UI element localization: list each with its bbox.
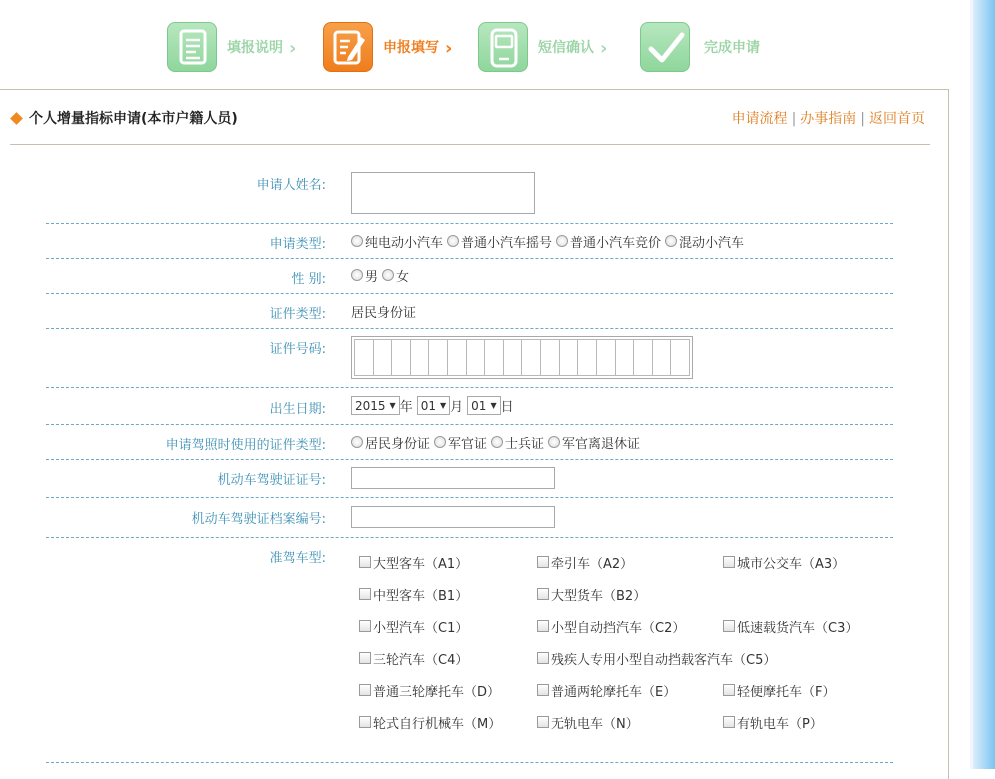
radio-label: 军官证	[448, 437, 488, 452]
license-number-field-wrap	[351, 467, 555, 489]
id-digit-cell[interactable]	[540, 339, 560, 376]
id-digit-cell[interactable]	[503, 339, 523, 376]
chevron-right-icon: ›	[445, 37, 453, 59]
radio-icon[interactable]	[434, 436, 446, 448]
radio-icon[interactable]	[351, 235, 363, 247]
row-application-type	[46, 223, 893, 259]
checkbox-icon[interactable]	[537, 588, 549, 600]
document-icon	[167, 22, 217, 72]
checkbox-label: 轻便摩托车（F）	[737, 685, 836, 700]
birth-day-value: 01	[471, 398, 487, 413]
id-digit-cell[interactable]	[615, 339, 635, 376]
checkbox-option-b2[interactable]	[537, 585, 646, 604]
dropdown-caret-icon: ▼	[440, 401, 447, 410]
radio-icon[interactable]	[548, 436, 560, 448]
link-apply-process[interactable]: 申请流程	[731, 111, 788, 127]
id-digit-cell[interactable]	[596, 339, 616, 376]
checkbox-label: 有轨电车（P）	[737, 717, 823, 732]
radio-option-female[interactable]	[382, 266, 409, 285]
radio-icon[interactable]	[491, 436, 503, 448]
edit-document-icon	[323, 22, 373, 72]
id-digit-cell[interactable]	[354, 339, 374, 376]
checkbox-label: 残疾人专用小型自动挡载客汽车（C5）	[551, 653, 777, 668]
id-digit-cell[interactable]	[373, 339, 393, 376]
checkbox-option-c2[interactable]	[537, 617, 685, 636]
radio-label: 居民身份证	[365, 437, 431, 452]
birth-date-label: 出生日期:	[269, 402, 326, 417]
radio-label: 女	[396, 270, 410, 285]
radio-icon[interactable]	[665, 235, 677, 247]
birth-day-select[interactable]	[467, 396, 500, 415]
checkbox-icon[interactable]	[359, 684, 371, 696]
radio-option-ev[interactable]	[351, 232, 443, 251]
checkbox-icon[interactable]	[359, 716, 371, 728]
id-digit-cell[interactable]	[670, 339, 690, 376]
vehicle-class-label: 准驾车型:	[269, 551, 326, 566]
row-id-type	[46, 293, 893, 329]
id-type-label: 证件类型:	[269, 307, 326, 322]
dropdown-caret-icon: ▼	[389, 401, 396, 410]
radio-label: 男	[365, 270, 379, 285]
application-type-label: 申请类型:	[269, 237, 326, 252]
id-digit-cell[interactable]	[521, 339, 541, 376]
radio-label: 纯电动小汽车	[365, 236, 444, 251]
checkbox-icon[interactable]	[537, 684, 549, 696]
chevron-right-icon: ›	[289, 37, 297, 59]
checkbox-option-a3[interactable]	[723, 553, 845, 572]
row-birth-date	[46, 387, 893, 425]
link-guide[interactable]: 办事指南	[800, 111, 857, 127]
title-divider	[10, 144, 930, 145]
checkbox-option-c3[interactable]	[723, 617, 858, 636]
id-digit-cell[interactable]	[484, 339, 504, 376]
panel-title-text: 个人增量指标申请(本市户籍人员)	[29, 111, 238, 127]
checkbox-label: 大型客车（A1）	[373, 557, 469, 572]
checkbox-icon[interactable]	[723, 716, 735, 728]
chevron-right-icon: ›	[600, 37, 608, 59]
radio-icon[interactable]	[351, 436, 363, 448]
birth-year-unit: 年	[399, 400, 413, 415]
checkbox-option-m[interactable]	[359, 713, 501, 732]
mobile-phone-icon	[478, 22, 528, 72]
radio-option-resident-id[interactable]	[351, 433, 430, 452]
checkbox-option-e[interactable]	[537, 681, 676, 700]
id-digit-cell[interactable]	[447, 339, 467, 376]
checkbox-label: 轮式自行机械车（M）	[373, 717, 502, 732]
radio-icon[interactable]	[447, 235, 459, 247]
checkbox-option-c1[interactable]	[359, 617, 468, 636]
step-progress-bar	[0, 0, 970, 88]
checkbox-label: 普通两轮摩托车（E）	[551, 685, 677, 700]
radio-label: 军官离退休证	[562, 437, 641, 452]
row-id-number	[46, 328, 893, 388]
checkbox-label: 小型汽车（C1）	[373, 621, 469, 636]
applicant-name-field-wrap	[351, 172, 535, 214]
step-complete	[640, 22, 760, 72]
radio-option-lottery[interactable]	[447, 232, 552, 251]
gender-label: 性 别:	[291, 272, 326, 287]
id-digit-cell[interactable]	[391, 339, 411, 376]
license-doc-type-options	[351, 433, 644, 452]
link-separator: |	[791, 111, 797, 127]
step-label: 完成申请	[704, 40, 760, 56]
birth-year-select[interactable]	[351, 396, 400, 415]
panel-title	[10, 108, 238, 128]
right-edge-strip	[970, 0, 995, 769]
checkbox-icon[interactable]	[537, 652, 549, 664]
id-digit-cell[interactable]	[559, 339, 579, 376]
row-gender	[46, 258, 893, 294]
birth-month-value: 01	[420, 398, 436, 413]
checkbox-label: 小型自动挡汽车（C2）	[551, 621, 686, 636]
license-doc-type-label: 申请驾照时使用的证件类型:	[165, 438, 326, 453]
checkbox-option-n[interactable]	[537, 713, 639, 732]
birth-year-value: 2015	[355, 398, 386, 413]
dropdown-caret-icon: ▼	[490, 401, 497, 410]
row-license-doc-type	[46, 424, 893, 460]
step-label: 短信确认	[538, 40, 594, 56]
checkbox-option-d[interactable]	[359, 681, 500, 700]
application-type-options	[351, 232, 748, 251]
license-file-number-field-wrap	[351, 506, 555, 528]
applicant-name-input[interactable]	[351, 172, 535, 214]
checkbox-label: 城市公交车（A3）	[737, 557, 846, 572]
checkmark-icon	[640, 22, 690, 72]
row-vehicle-classes	[46, 537, 893, 763]
checkbox-icon[interactable]	[359, 588, 371, 600]
checkbox-label: 低速载货汽车（C3）	[737, 621, 859, 636]
radio-label: 普通小汽车摇号	[461, 236, 553, 251]
radio-label: 混动小汽车	[679, 236, 745, 251]
id-digit-cell[interactable]	[410, 339, 430, 376]
checkbox-icon[interactable]	[359, 620, 371, 632]
radio-option-officer-id[interactable]	[434, 433, 487, 452]
id-digit-cell[interactable]	[577, 339, 597, 376]
row-license-file-number	[46, 497, 893, 538]
step-sms-confirm	[478, 22, 607, 72]
birth-month-unit: 月	[450, 400, 464, 415]
checkbox-icon[interactable]	[359, 556, 371, 568]
checkbox-icon[interactable]	[537, 556, 549, 568]
checkbox-label: 三轮汽车（C4）	[373, 653, 469, 668]
birth-day-unit: 日	[500, 400, 514, 415]
radio-icon[interactable]	[382, 269, 394, 281]
checkbox-label: 无轨电车（N）	[551, 717, 639, 732]
license-file-number-input[interactable]	[351, 506, 555, 528]
step-fill-instructions	[167, 22, 296, 72]
checkbox-label: 牵引车（A2）	[551, 557, 634, 572]
id-type-value: 居民身份证	[351, 306, 417, 321]
license-file-number-label: 机动车驾驶证档案编号:	[191, 512, 326, 527]
checkbox-option-c4[interactable]	[359, 649, 468, 668]
license-number-input[interactable]	[351, 467, 555, 489]
checkbox-label: 中型客车（B1）	[373, 589, 469, 604]
checkbox-icon[interactable]	[537, 716, 549, 728]
birth-month-select[interactable]	[417, 396, 450, 415]
applicant-name-label: 申请人姓名:	[256, 178, 326, 193]
panel-links	[732, 108, 925, 128]
checkbox-option-c5[interactable]	[537, 649, 776, 668]
step-label: 申报填写	[383, 40, 439, 56]
step-fill-form	[323, 22, 452, 72]
link-home[interactable]: 返回首页	[869, 111, 925, 127]
radio-icon[interactable]	[556, 235, 568, 247]
radio-option-bidding[interactable]	[556, 232, 661, 251]
checkbox-option-b1[interactable]	[359, 585, 468, 604]
id-digit-cell[interactable]	[428, 339, 448, 376]
link-separator: |	[860, 111, 865, 127]
radio-label: 士兵证	[505, 437, 545, 452]
radio-option-hybrid[interactable]	[665, 232, 744, 251]
checkbox-label: 普通三轮摩托车（D）	[373, 685, 501, 700]
id-number-input[interactable]	[351, 336, 693, 379]
checkbox-icon[interactable]	[359, 652, 371, 664]
radio-option-male[interactable]	[351, 266, 378, 285]
radio-option-retired-officer-id[interactable]	[548, 433, 640, 452]
row-license-number	[46, 459, 893, 498]
birth-date-fields	[351, 396, 514, 415]
row-applicant-name	[46, 163, 893, 224]
radio-label: 普通小汽车竞价	[570, 236, 662, 251]
checkbox-option-p[interactable]	[723, 713, 823, 732]
diamond-bullet-icon	[10, 112, 23, 125]
checkbox-icon[interactable]	[723, 556, 735, 568]
checkbox-icon[interactable]	[537, 620, 549, 632]
checkbox-icon[interactable]	[723, 684, 735, 696]
id-number-field-wrap	[351, 336, 693, 379]
step-label: 填报说明	[227, 40, 283, 56]
checkbox-option-a2[interactable]	[537, 553, 633, 572]
gender-options	[351, 266, 413, 285]
checkbox-option-a1[interactable]	[359, 553, 468, 572]
checkbox-label: 大型货车（B2）	[551, 589, 647, 604]
radio-option-soldier-id[interactable]	[491, 433, 544, 452]
id-digit-cell[interactable]	[652, 339, 672, 376]
license-number-label: 机动车驾驶证证号:	[217, 473, 326, 488]
id-digit-cell[interactable]	[633, 339, 653, 376]
id-number-label: 证件号码:	[269, 342, 326, 357]
radio-icon[interactable]	[351, 269, 363, 281]
id-digit-cell[interactable]	[466, 339, 486, 376]
checkbox-option-f[interactable]	[723, 681, 835, 700]
checkbox-icon[interactable]	[723, 620, 735, 632]
